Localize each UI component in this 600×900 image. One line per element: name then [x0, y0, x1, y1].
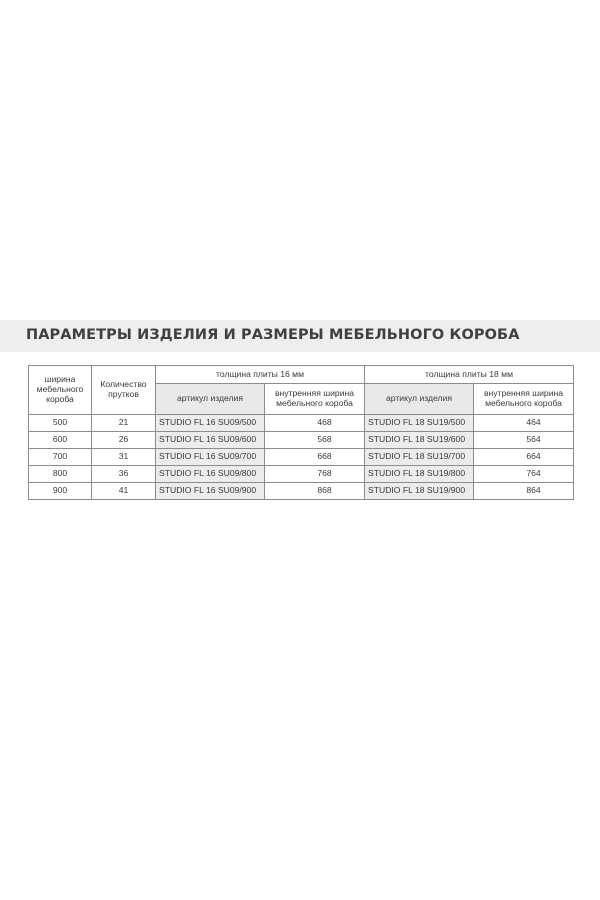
cell-rods: 36: [92, 466, 156, 483]
cell-inner-width-16mm: 668: [265, 449, 365, 466]
section-title: ПАРАМЕТРЫ ИЗДЕЛИЯ И РАЗМЕРЫ МЕБЕЛЬНОГО КОРОБА: [26, 327, 520, 343]
cell-rods: 21: [92, 415, 156, 432]
section-title-band: [0, 320, 600, 352]
table-row: [29, 483, 574, 500]
parameters-table: [28, 365, 574, 500]
cell-rods: 31: [92, 449, 156, 466]
cell-inner-width-18mm: 664: [474, 449, 574, 466]
cell-article-18mm: STUDIO FL 18 SU19/700: [365, 449, 474, 466]
header-group-16mm: толщина плиты 16 мм: [156, 366, 365, 384]
cell-width: 800: [29, 466, 92, 483]
header-group-18mm: толщина плиты 18 мм: [365, 366, 574, 384]
header-rods: Количество прутков: [92, 366, 156, 415]
cell-article-18mm: STUDIO FL 18 SU19/800: [365, 466, 474, 483]
cell-article-18mm: STUDIO FL 18 SU19/900: [365, 483, 474, 500]
cell-width: 700: [29, 449, 92, 466]
table-row: [29, 449, 574, 466]
cell-article-18mm: STUDIO FL 18 SU19/600: [365, 432, 474, 449]
cell-article-16mm: STUDIO FL 16 SU09/900: [156, 483, 265, 500]
header-article-16mm: артикул изделия: [156, 383, 265, 414]
cell-inner-width-16mm: 468: [265, 415, 365, 432]
cell-width: 900: [29, 483, 92, 500]
cell-article-16mm: STUDIO FL 16 SU09/800: [156, 466, 265, 483]
cell-inner-width-16mm: 768: [265, 466, 365, 483]
header-width: ширина мебельного короба: [29, 366, 92, 415]
table-row: [29, 432, 574, 449]
table-row: [29, 415, 574, 432]
cell-width: 500: [29, 415, 92, 432]
header-inner-width-16mm: внутренняя ширина мебельного короба: [265, 383, 365, 414]
header-article-18mm: артикул изделия: [365, 383, 474, 414]
cell-article-16mm: STUDIO FL 16 SU09/700: [156, 449, 265, 466]
cell-inner-width-18mm: 464: [474, 415, 574, 432]
cell-article-18mm: STUDIO FL 18 SU19/500: [365, 415, 474, 432]
header-inner-width-18mm: внутренняя ширина мебельного короба: [474, 383, 574, 414]
cell-rods: 41: [92, 483, 156, 500]
cell-article-16mm: STUDIO FL 16 SU09/600: [156, 432, 265, 449]
cell-inner-width-18mm: 764: [474, 466, 574, 483]
cell-width: 600: [29, 432, 92, 449]
cell-article-16mm: STUDIO FL 16 SU09/500: [156, 415, 265, 432]
cell-rods: 26: [92, 432, 156, 449]
cell-inner-width-16mm: 868: [265, 483, 365, 500]
cell-inner-width-18mm: 864: [474, 483, 574, 500]
table-row: [29, 466, 574, 483]
cell-inner-width-16mm: 568: [265, 432, 365, 449]
cell-inner-width-18mm: 564: [474, 432, 574, 449]
